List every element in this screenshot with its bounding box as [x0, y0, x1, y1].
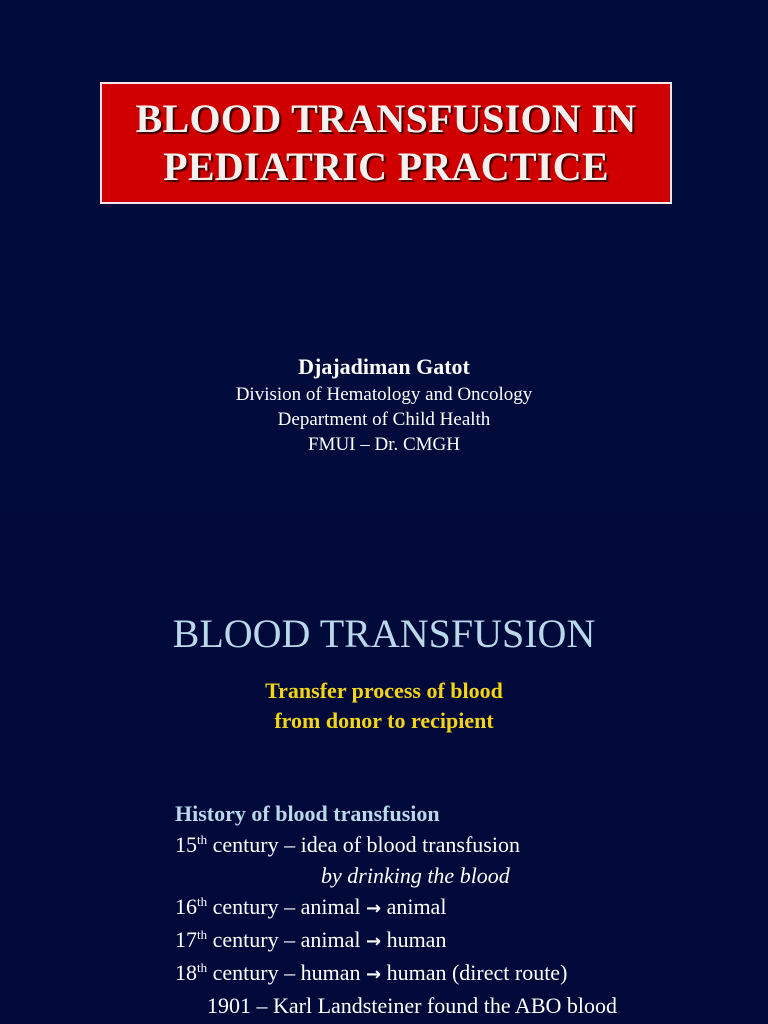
ordinal-suffix: th — [197, 832, 208, 847]
history-item-17th — [175, 924, 617, 957]
author-name: Djajadiman Gatot — [298, 354, 470, 379]
subtitle-line-2: from donor to recipient — [274, 708, 494, 733]
arrow-right-icon: → — [365, 898, 382, 919]
ordinal-suffix: th — [197, 894, 208, 909]
title-line-2: PEDIATRIC PRACTICE — [163, 144, 609, 189]
slide2-subtitle — [0, 676, 768, 736]
history-item-1901: 1901 – Karl Landsteiner found the ABO blood — [207, 993, 617, 1018]
history-text: century – idea of blood transfusion — [207, 832, 520, 857]
arrow-right-icon: → — [365, 964, 382, 985]
century-number: 18 — [175, 960, 197, 985]
title-line-1: BLOOD TRANSFUSION IN — [135, 96, 637, 141]
arrow-right-icon: → — [365, 931, 382, 952]
history-text: animal — [381, 894, 447, 919]
ordinal-suffix: th — [197, 927, 208, 942]
affiliation-institution: FMUI – Dr. CMGH — [307, 434, 461, 455]
history-item-drinking: by drinking the blood — [321, 863, 510, 888]
history-text: century – human — [207, 960, 366, 985]
history-heading: History of blood transfusion — [175, 801, 440, 826]
slide2-title: BLOOD TRANSFUSION — [172, 611, 596, 656]
history-item-18th — [175, 957, 617, 990]
history-text: century – animal — [207, 927, 366, 952]
author-block — [0, 352, 768, 457]
subtitle-line-1: Transfer process of blood — [265, 678, 503, 703]
history-item-16th — [175, 891, 617, 924]
title-box — [100, 82, 672, 204]
history-item-15th — [175, 829, 617, 860]
history-text: human (direct route) — [381, 960, 568, 985]
century-number: 17 — [175, 927, 197, 952]
history-list — [175, 798, 617, 1021]
history-text: human — [381, 927, 447, 952]
ordinal-suffix: th — [197, 960, 208, 975]
century-number: 15 — [175, 832, 197, 857]
century-number: 16 — [175, 894, 197, 919]
affiliation-division: Division of Hematology and Oncology — [235, 384, 533, 405]
history-text: century – animal — [207, 894, 366, 919]
affiliation-department: Department of Child Health — [277, 409, 491, 430]
